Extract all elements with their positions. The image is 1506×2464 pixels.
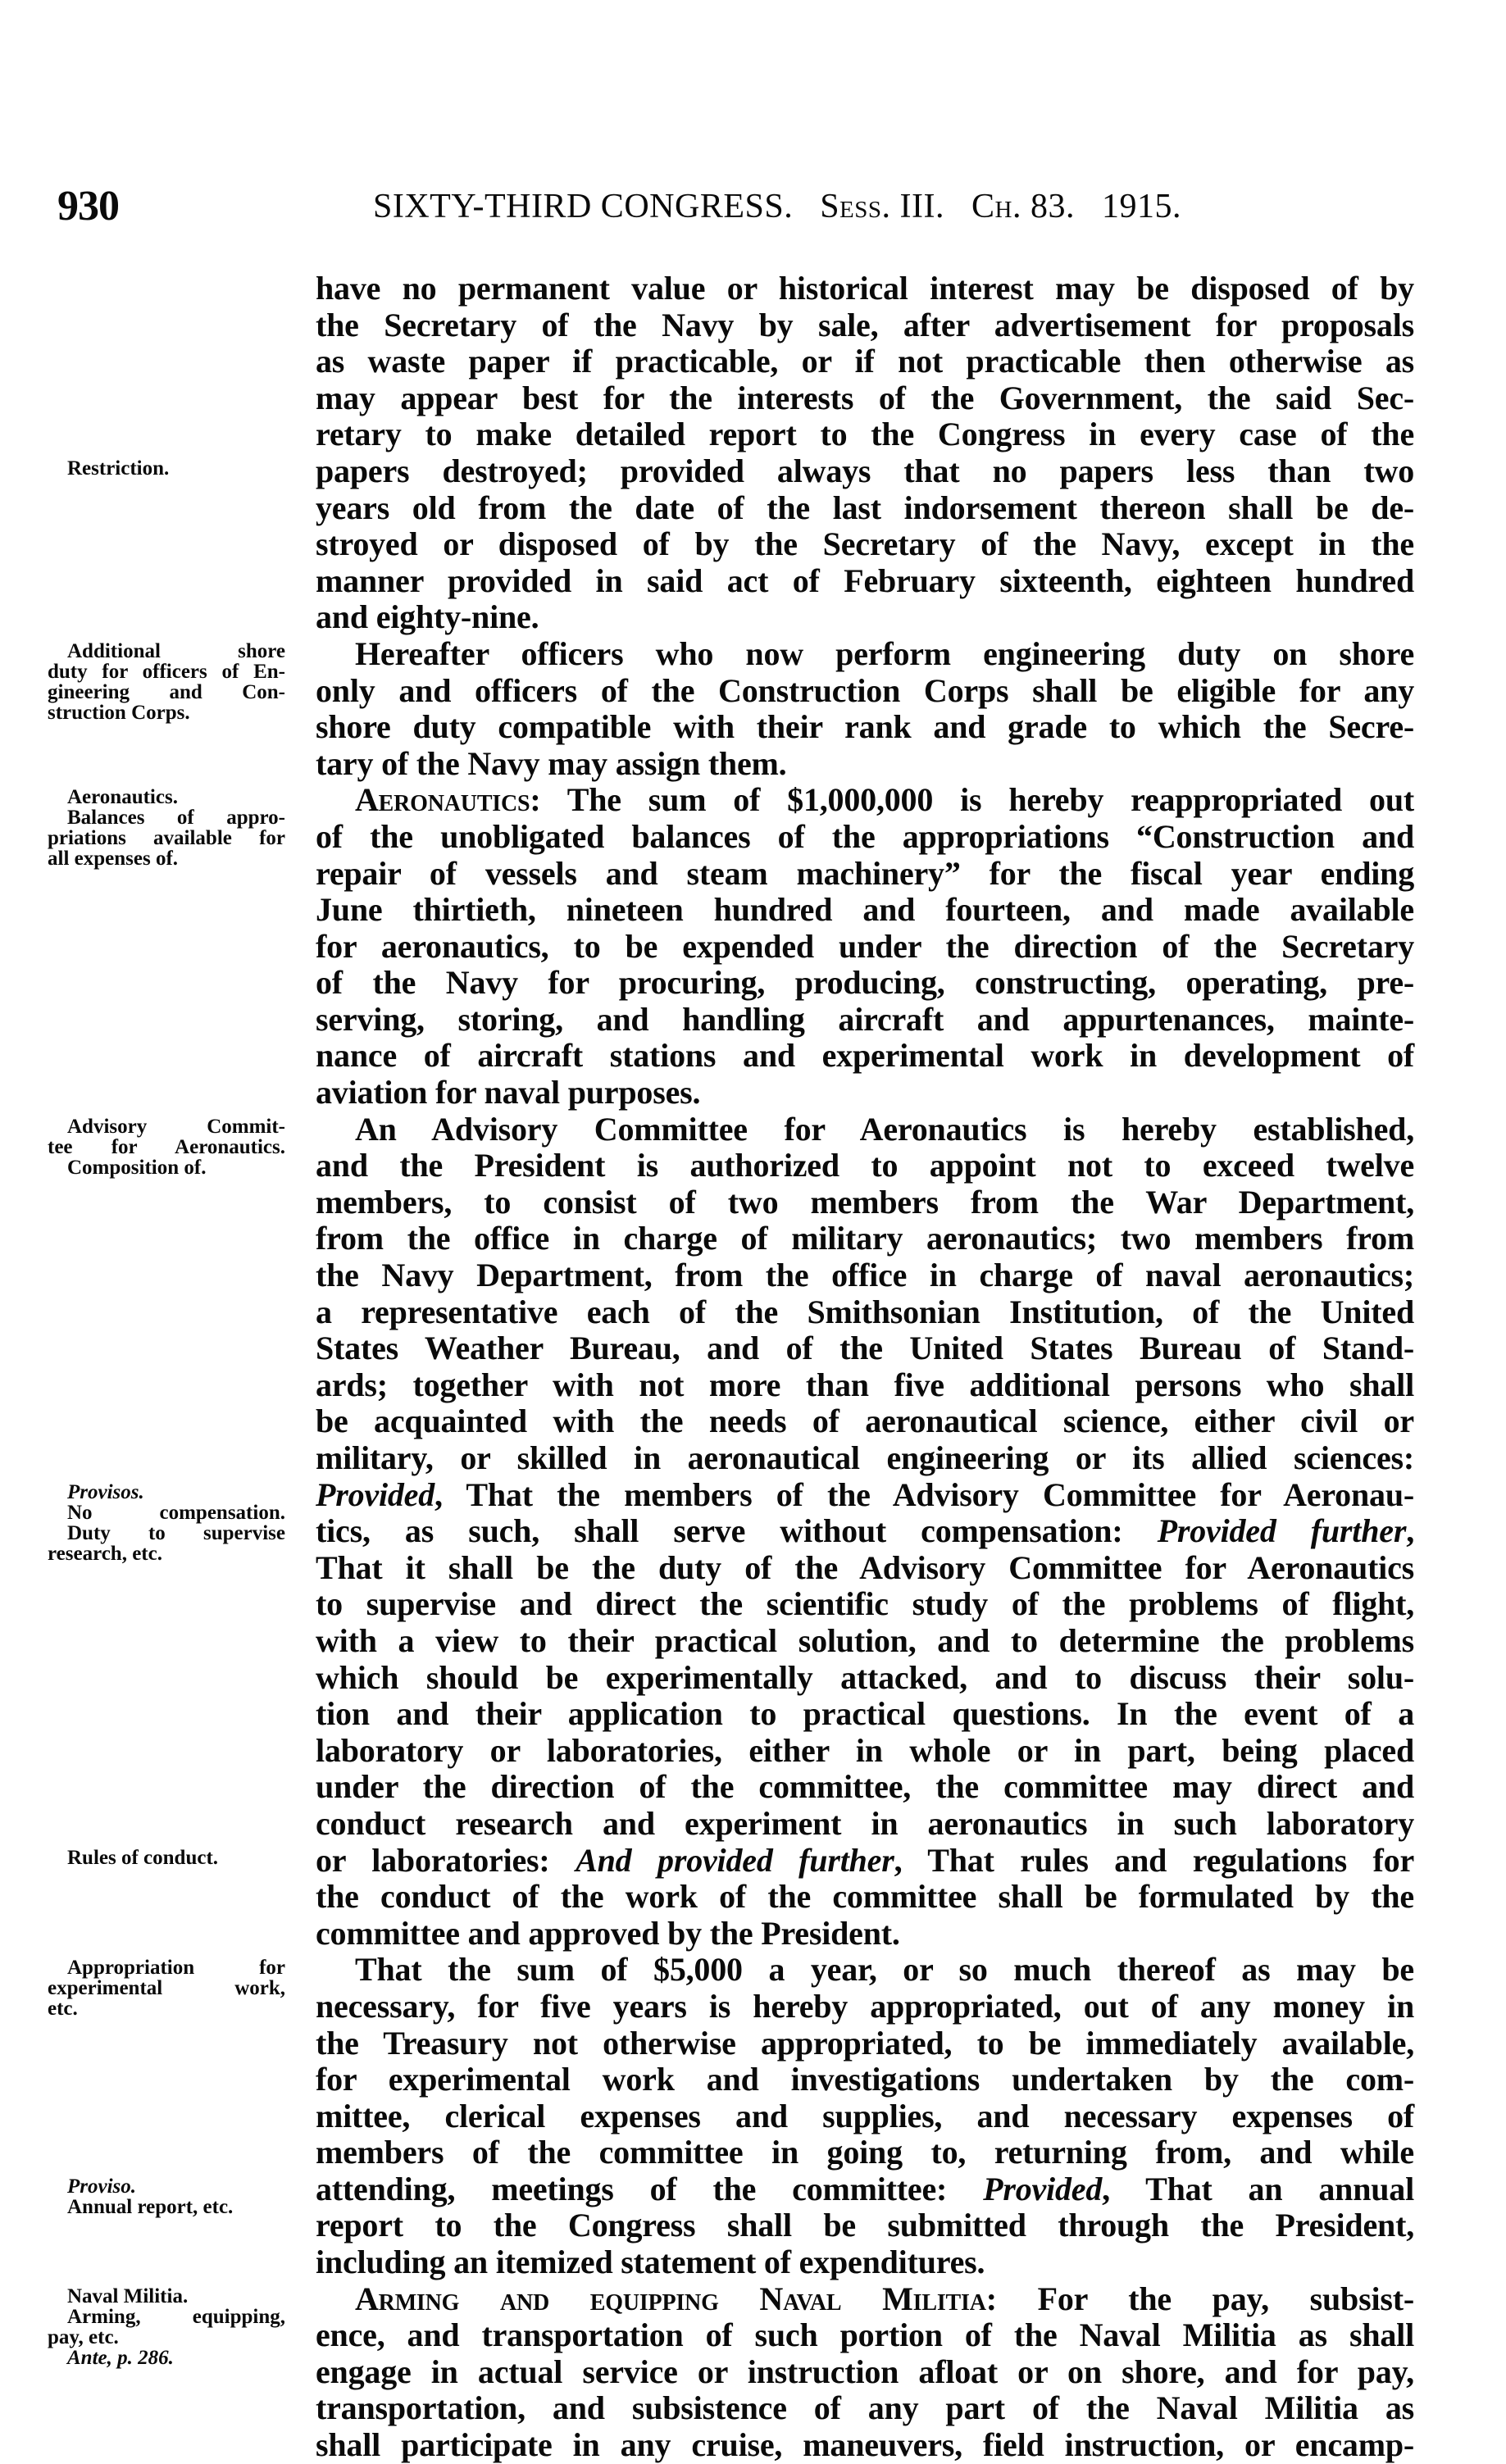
body-line: repair of vessels and steam machinery” for the fiscal year ending bbox=[316, 854, 1414, 892]
body-line: manner provided in said act of February sixteenth, eighteen hundred bbox=[316, 561, 1414, 599]
body-line: and eighty-nine. bbox=[316, 598, 539, 636]
body-line: from the office in charge of military aeronautics; two members from bbox=[316, 1220, 1414, 1257]
margin-note-line: etc. bbox=[48, 1997, 78, 2020]
body-line: Aeronautics: The sum of $1,000,000 is hereby reappropriated out bbox=[355, 781, 1414, 819]
body-line: years old from the date of the last indorsement thereon shall be de- bbox=[316, 489, 1414, 526]
margin-note-line: Naval Militia. bbox=[67, 2285, 189, 2307]
body-line: to supervise and direct the scientific study of the problems of flight, bbox=[316, 1585, 1414, 1623]
body-line: mittee, clerical expenses and supplies, and necessary expenses of bbox=[316, 2097, 1414, 2134]
body-line: tary of the Navy may assign them. bbox=[316, 744, 787, 782]
margin-note-line: pay, etc. bbox=[48, 2326, 119, 2348]
proviso-term: And provided further bbox=[576, 1841, 894, 1879]
body-line: tics, as such, shall serve without compensation: Provided further, bbox=[316, 1512, 1414, 1550]
body-line: for experimental work and investigations undertaken by the com- bbox=[316, 2061, 1414, 2098]
proviso-term: Provided further bbox=[1157, 1512, 1407, 1550]
body-line: transportation, and subsistence of any part of the Naval Militia as bbox=[316, 2389, 1414, 2427]
margin-note-appropriation-experimental bbox=[48, 1957, 285, 2019]
margin-note-line: gineering and Con- bbox=[48, 681, 285, 703]
margin-note-rules-of-conduct bbox=[48, 1848, 285, 1868]
body-line: Arming and equipping Naval Militia: For the pay, subsist- bbox=[355, 2280, 1414, 2317]
body-line: laboratory or laboratories, either in whole or in part, being placed bbox=[316, 1731, 1414, 1769]
margin-note-line: Composition of. bbox=[67, 1156, 207, 1179]
body-line: have no permanent value or historical interest may be disposed of by bbox=[316, 270, 1414, 307]
body-line: shore duty compatible with their rank and grade to which the Secre- bbox=[316, 708, 1414, 746]
margin-note-line: Annual report, etc. bbox=[67, 2196, 234, 2219]
body-line: papers destroyed; provided always that no papers less than two bbox=[316, 452, 1414, 489]
body-line: be acquainted with the needs of aeronautical science, either civil or bbox=[316, 1402, 1414, 1440]
chapter: Ch. 83. bbox=[971, 188, 1075, 225]
margin-note-line: Restriction. bbox=[67, 457, 170, 480]
body-line: retary to make detailed report to the Congress in every case of the bbox=[316, 416, 1414, 453]
margin-note-line: duty for officers of En- bbox=[48, 661, 285, 683]
body-line: committee and approved by the President. bbox=[316, 1914, 900, 1952]
year: 1915. bbox=[1101, 188, 1181, 225]
margin-note-line: Rules of conduct. bbox=[67, 1846, 219, 1869]
margin-note-line: priations available for bbox=[48, 827, 285, 850]
body-line: tion and their application to practical questions. In the event of a bbox=[316, 1695, 1414, 1733]
body-line: members, to consist of two members from the War Department, bbox=[316, 1183, 1414, 1221]
margin-note-line: Provisos. bbox=[67, 1480, 144, 1503]
body-line: of the unobligated balances of the appropriations “Construction and bbox=[316, 817, 1414, 855]
body-line: military, or skilled in aeronautical engineering or its allied sciences: bbox=[316, 1439, 1414, 1476]
margin-note-line: all expenses of. bbox=[48, 848, 179, 871]
margin-note-line: Advisory Commit- bbox=[67, 1115, 285, 1138]
proviso-term: Provided bbox=[316, 1475, 435, 1513]
margin-note-line: research, etc. bbox=[48, 1542, 162, 1565]
margin-note-line: Arming, equipping, bbox=[67, 2306, 285, 2328]
body-line: which should be experimentally attacked, and to discuss their solu- bbox=[316, 1658, 1414, 1696]
running-head bbox=[373, 187, 1199, 226]
margin-note-restriction bbox=[48, 458, 285, 479]
body-line: for aeronautics, to be expended under the direction of the Secretary bbox=[316, 927, 1414, 965]
page-number: 930 bbox=[57, 183, 119, 230]
body-line: nance of aircraft stations and experimental work in development of bbox=[316, 1037, 1414, 1075]
margin-note-line: Proviso. bbox=[67, 2175, 137, 2198]
margin-note-line: struction Corps. bbox=[48, 702, 190, 724]
section-heading: Arming and equipping Naval Militia bbox=[355, 2280, 986, 2317]
body-line: members of the committee in going to, returning from, and while bbox=[316, 2134, 1414, 2171]
statute-body-text bbox=[316, 270, 1414, 2464]
margin-note-line: Balances of appro- bbox=[67, 807, 285, 830]
body-line: under the direction of the committee, the committee may direct and bbox=[316, 1768, 1414, 1806]
body-line: engage in actual service or instruction afloat or on shore, and for pay, bbox=[316, 2353, 1414, 2390]
body-line: the conduct of the work of the committee shall be formulated by the bbox=[316, 1878, 1414, 1916]
body-line: serving, storing, and handling aircraft and appurtenances, mainte- bbox=[316, 1000, 1414, 1038]
body-line: including an itemized statement of expenditures. bbox=[316, 2244, 985, 2281]
body-line: only and officers of the Construction Corps shall be eligible for any bbox=[316, 671, 1414, 709]
body-line: States Weather Bureau, and of the United States Bureau of Stand- bbox=[316, 1330, 1414, 1367]
margin-note-line: Duty to supervise bbox=[67, 1521, 285, 1544]
body-line: Hereafter officers who now perform engineering duty on shore bbox=[355, 634, 1414, 672]
margin-note-line: Aeronautics. bbox=[67, 786, 178, 809]
body-line: June thirtieth, nineteen hundred and fourteen, and made available bbox=[316, 891, 1414, 929]
body-line: That the sum of $5,000 a year, or so much thereof as may be bbox=[355, 1951, 1414, 1989]
body-line: aviation for naval purposes. bbox=[316, 1074, 701, 1112]
body-line: necessary, for five years is hereby appropriated, out of any money in bbox=[316, 1987, 1414, 2025]
body-line: may appear best for the interests of the Government, the said Sec- bbox=[316, 379, 1414, 416]
body-line: with a view to their practical solution, and to determine the problems bbox=[316, 1621, 1414, 1659]
margin-note-provisos bbox=[48, 1482, 285, 1564]
margin-note-line: Additional shore bbox=[67, 640, 285, 662]
body-line: Provided, That the members of the Advisory Committee for Aeronau- bbox=[316, 1475, 1414, 1513]
margin-note-line: experimental work, bbox=[48, 1976, 285, 1999]
body-line: the Navy Department, from the office in charge of naval aeronautics; bbox=[316, 1257, 1414, 1294]
congress-title: SIXTY-THIRD CONGRESS. bbox=[373, 188, 794, 225]
margin-note-proviso-annual-report bbox=[48, 2176, 285, 2217]
body-line: conduct research and experiment in aeronautics in such laboratory bbox=[316, 1804, 1414, 1842]
body-line: a representative each of the Smithsonian Institution, of the United bbox=[316, 1293, 1414, 1330]
body-line: attending, meetings of the committee: Provided, That an annual bbox=[316, 2170, 1414, 2207]
margin-note-naval-militia bbox=[48, 2286, 285, 2368]
proviso-term: Provided bbox=[983, 2170, 1103, 2207]
margin-note-advisory-committee bbox=[48, 1116, 285, 1178]
body-line: as waste paper if practicable, or if not practicable then otherwise as bbox=[316, 343, 1414, 380]
body-line: or laboratories: And provided further, That rules and regulations for bbox=[316, 1841, 1414, 1879]
margin-note-line: No compensation. bbox=[67, 1501, 285, 1524]
margin-note-aeronautics bbox=[48, 787, 285, 869]
body-line: An Advisory Committee for Aeronautics is hereby established, bbox=[355, 1110, 1414, 1148]
margin-note-line: tee for Aeronautics. bbox=[48, 1135, 285, 1158]
margin-note-line: Ante, p. 286. bbox=[67, 2347, 174, 2369]
margin-note-additional-shore-duty bbox=[48, 641, 285, 723]
margin-note-line: Appropriation for bbox=[67, 1956, 285, 1979]
body-line: shall participate in any cruise, maneuvers, field instruction, or encamp- bbox=[316, 2426, 1414, 2464]
body-line: stroyed or disposed of by the Secretary of the Navy, except in the bbox=[316, 525, 1414, 563]
body-line: report to the Congress shall be submitted through the President, bbox=[316, 2207, 1414, 2244]
session: Sess. III. bbox=[820, 188, 944, 225]
section-heading: Aeronautics bbox=[355, 781, 530, 819]
body-line: That it shall be the duty of the Advisory Committee for Aeronautics bbox=[316, 1548, 1414, 1586]
body-line: the Secretary of the Navy by sale, after advertisement for proposals bbox=[316, 306, 1414, 343]
body-line: the Treasury not otherwise appropriated, to be immediately available, bbox=[316, 2024, 1414, 2062]
body-line: ards; together with not more than five additional persons who shall bbox=[316, 1366, 1414, 1403]
body-line: of the Navy for procuring, producing, constructing, operating, pre- bbox=[316, 964, 1414, 1002]
body-line: ence, and transportation of such portion of the Naval Militia as shall bbox=[316, 2316, 1414, 2354]
body-line: and the President is authorized to appoint not to exceed twelve bbox=[316, 1147, 1414, 1184]
